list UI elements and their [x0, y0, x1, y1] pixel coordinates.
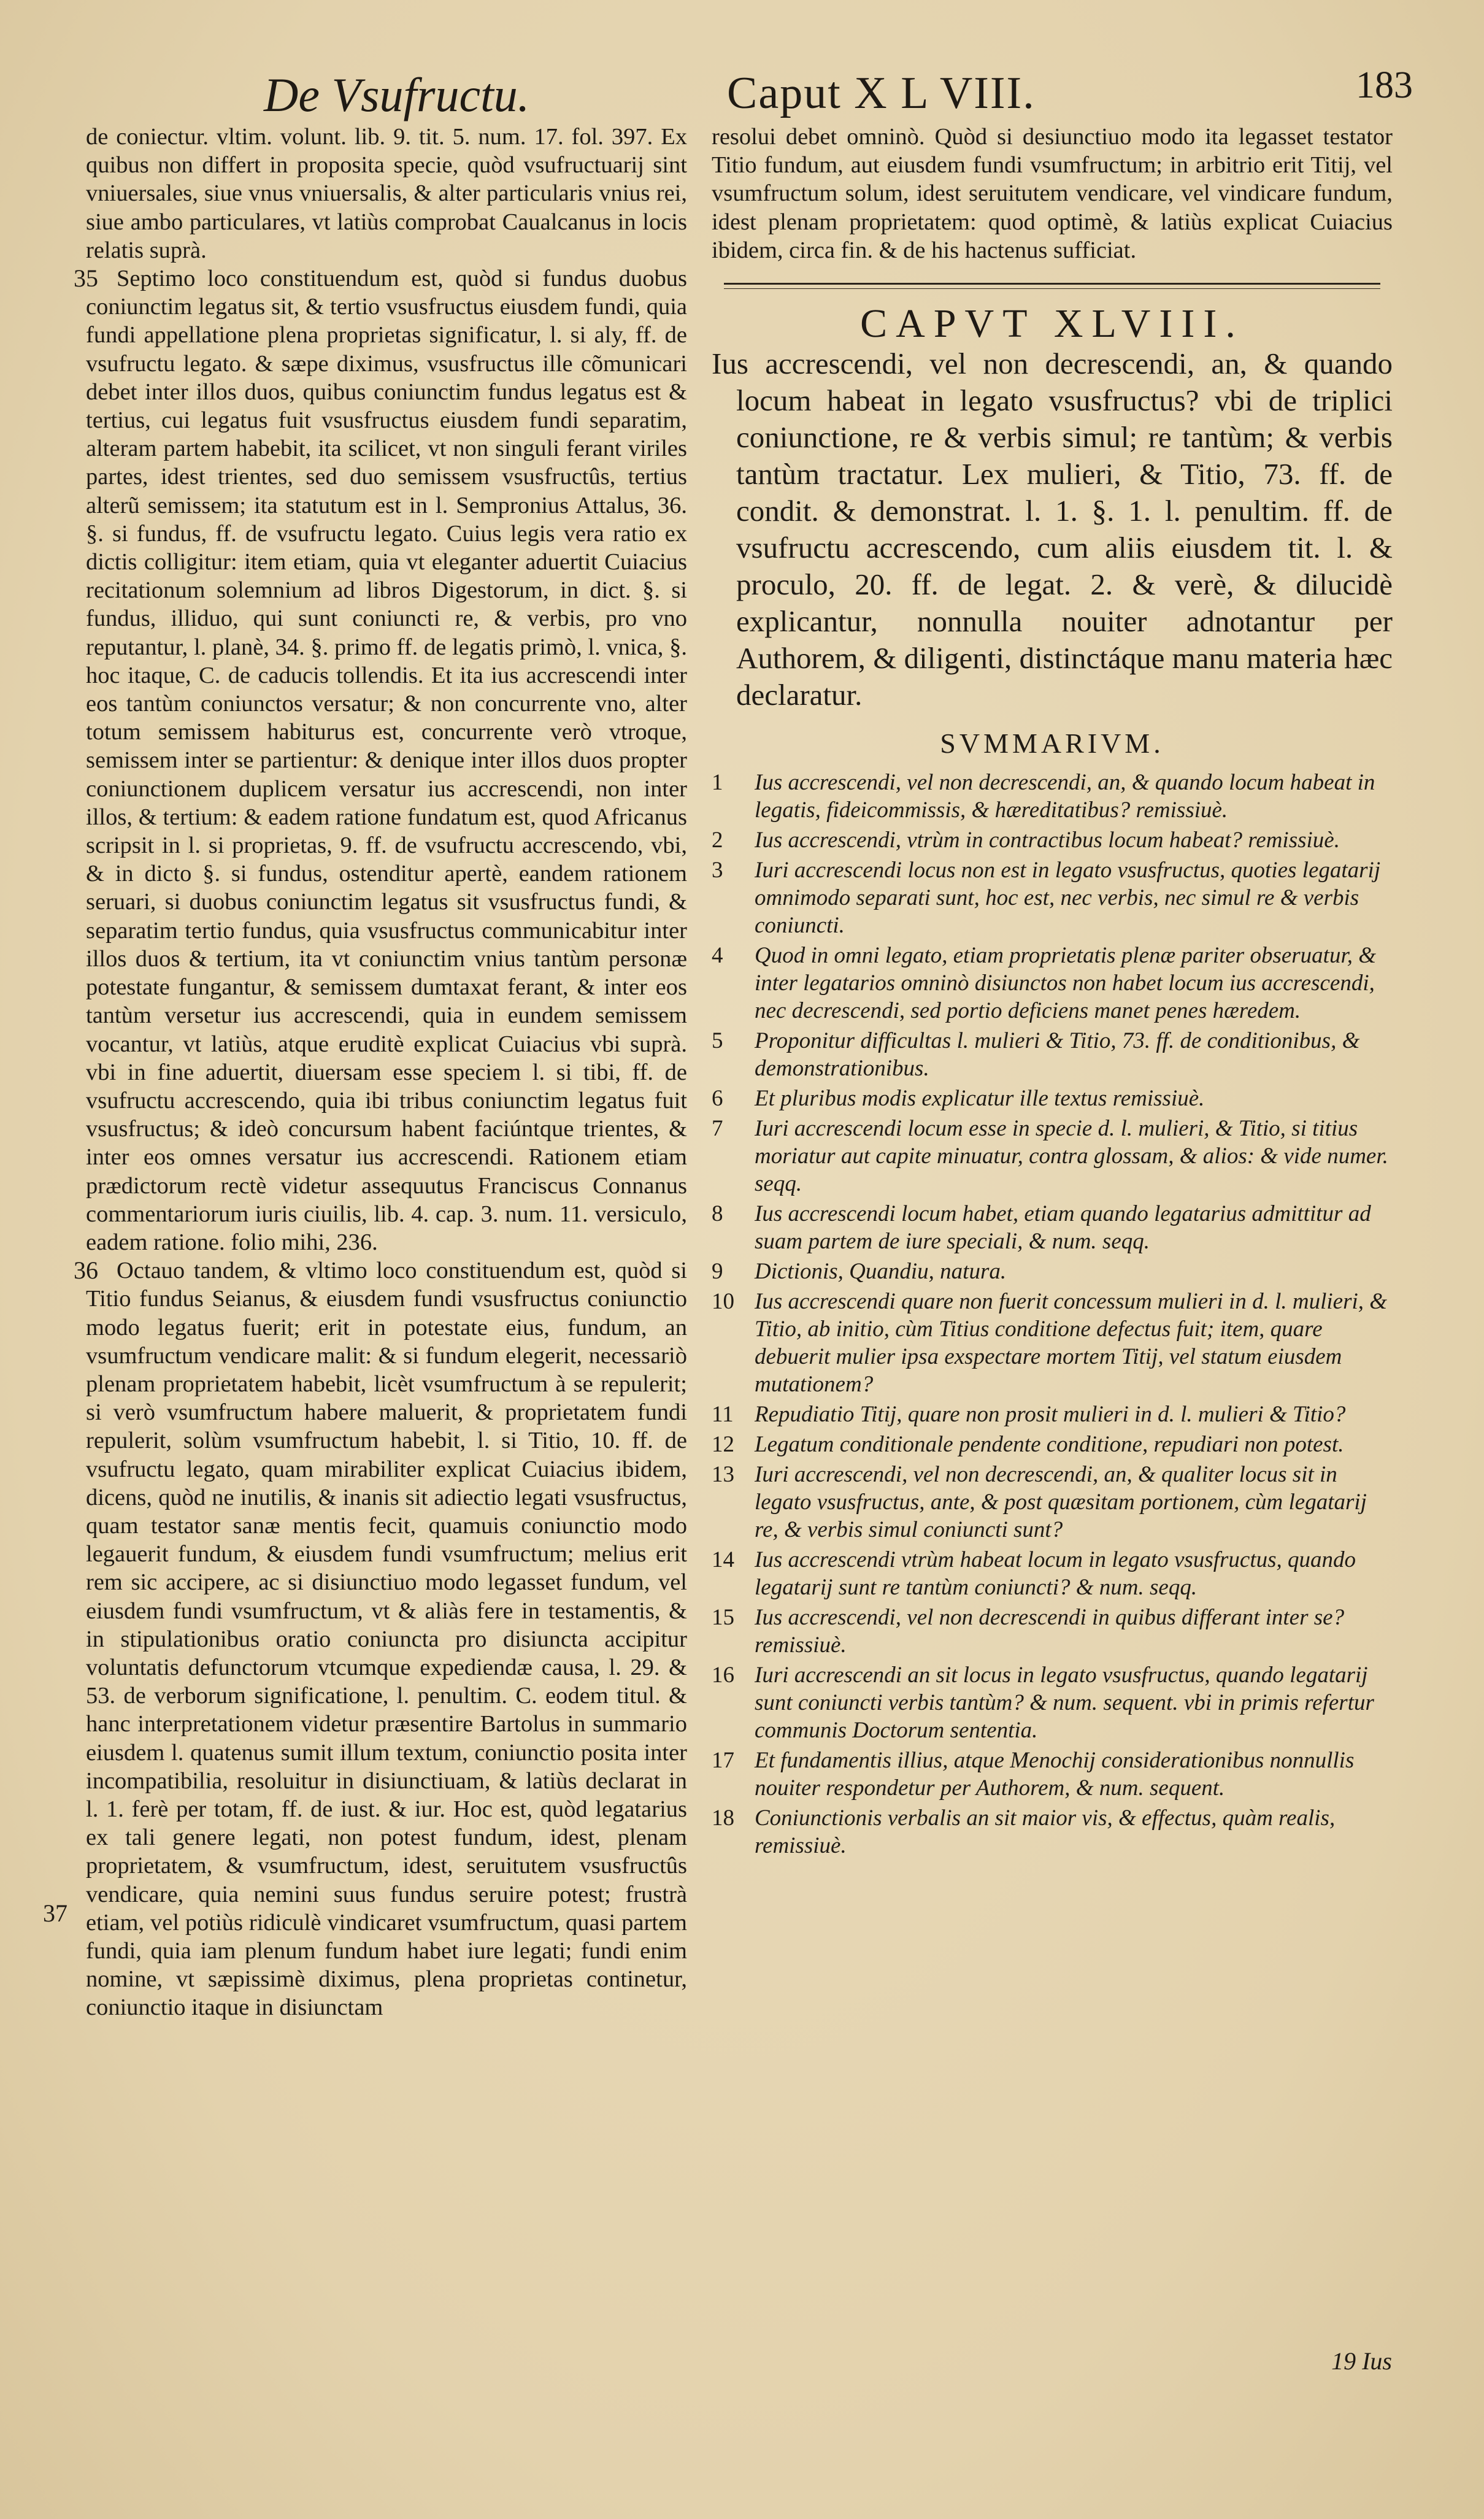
summarium-heading: SVMMARIVM.	[940, 728, 1164, 760]
item-number: 16	[712, 1663, 734, 1688]
list-item	[712, 1200, 1393, 1255]
paragraph-continuation	[86, 123, 687, 264]
item-number: 1	[712, 770, 723, 796]
item-number: 10	[712, 1289, 734, 1315]
page-number: 183	[1356, 64, 1413, 106]
chapter-summary: Ius accrescendi, vel non decrescendi, an, & quando locum habeat in legato vsusfructus? vbi de triplici coniunctione, re & verbis simul; re tantùm; & verbis tantùm tractatur. Lex mulieri, & Titio, 73. ff. de condit. & demonstrat. l. 1. §. 1. l. penultim. ff. de vsufructu accrescendo, cum aliis eiusdem tit. l. & proculo, 20. ff. de legat. 2. & verè, & dilucidè explicantur, nonnulla nouiter adnotantur per Authorem, & diligenti, distinctáque manu materia hæc declaratur.	[712, 347, 1393, 712]
chapter-title: CAPVT XLVIII.	[860, 301, 1244, 347]
item-text: Ius accrescendi vtrùm habeat locum in legato vsusfructus, quando legatarij sunt re tantùm coniuncti? & num. seqq.	[755, 1547, 1356, 1601]
item-text: Coniunctionis verbalis an sit maior vis, & effectus, quàm realis, remissiuè.	[755, 1806, 1336, 1859]
item-text: Et pluribus modis explicatur ille textus remissiuè.	[755, 1086, 1205, 1112]
item-number: 2	[712, 828, 723, 853]
list-item	[712, 856, 1393, 939]
item-number: 17	[712, 1748, 734, 1774]
item-number: 9	[712, 1259, 723, 1285]
item-text: Ius accrescendi, vel non decrescendi in quibus differant inter se? remissiuè.	[755, 1605, 1345, 1658]
running-head-left: De Vsufructu.	[264, 68, 530, 121]
item-number: 5	[712, 1028, 723, 1054]
item-text: Repudiatio Titij, quare non prosit mulieri in d. l. mulieri & Titio?	[755, 1402, 1346, 1428]
item-number: 12	[712, 1432, 734, 1458]
list-item	[712, 1085, 1393, 1112]
item-number: 18	[712, 1806, 734, 1831]
item-text: Quod in omni legato, etiam proprietatis plenæ pariter obseruatur, & inter legatarios omninò disiunctos non habet locum ius accrescendi, nec decrescendi, sed portio deficiens manet penes hæredem.	[755, 943, 1377, 1024]
item-text: Et fundamentis illius, atque Menochij considerationibus nonnullis nouiter respondetur per Authorem, & num. sequent.	[755, 1748, 1355, 1801]
catchword: 19 Ius	[1331, 2347, 1392, 2375]
item-number: 6	[712, 1086, 723, 1112]
item-number: 14	[712, 1547, 734, 1573]
paragraph-text: Septimo loco constituendum est, quòd si fundus duobus coniunctim legatus sit, & tertio vsusfructus eiusdem fundi, quia fundi appellatione plena proprietas significatur, l. si aly, ff. de vsufructu legato. & sæpe diximus, vsusfructus ille cõmunicari debet inter illos duos, quibus coniunctim fundus legatus est & tertius, cui legatus fuit vsusfructus eiusdem fundi separatim, alteram partem habebit, ita scilicet, vt non singuli ferant viriles partes, idest trientes, sed duo semissem vsusfructûs, tertius alterũ semissem; ita statutum est in l. Sempronius Attalus, 36. §. si fundus, ff. de vsufructu legato. Cuius legis vera ratio ex dictis colligitur: item etiam, quia vt eleganter aduertit Cuiacius recitationum solemnium ad libros Digestorum, in dict. §. si fundus, illiduo, qui sunt coniuncti re, & verbis, pro vno reputantur, l. planè, 34. §. primo ff. de legatis primò, l. vnica, §. hoc itaque, C. de caducis tollendis. Et ita ius accrescendi inter eos tantùm coniunctos versatur; & non concurrente vno, alter totum semissem habiturus est, concurrente verò vtroque, semissem inter se partientur: & denique inter illos duos propter coniunctionem duplicem versatur ius accrescendi, non inter illos, & tertium: & eadem ratione fundatum est, quod Africanus scripsit in l. si proprietas, 9. ff. de vsufructu accrescendo, vbi, & in dicto §. si fundus, ostenditur apertè, eandem rationem seruari, si duobus coniunctim legatus sit vsusfructus fundi, & separatim tertio fundus, quia vsusfructus communicabitur inter illos duos & tertium, ita vt coniunctim vnius tantùm personæ potestate fungantur, & semissem dumtaxat ferant, & inter eos tantùm versetur ius accrescendi, quia in eundem semissem vocantur, vt latiùs, atque eruditè explicat Cuiacius vbi suprà. vbi in fine aduertit, diuersam esse speciem l. si tibi, ff. de vsufructu accrescendo, quia ibi tribus coniunctim legatus fuit vsusfructus; & ideò concursum habent faciúntque trientes, & inter eos omnes versatur ius accrescendi. Rationem etiam prædictorum rectè videtur assequutus Franciscus Connanus commentariorum iuris ciuilis, lib. 4. cap. 3. num. 11. versiculo, eadem ratione. folio mihi, 236.	[86, 266, 687, 1255]
list-item	[712, 1546, 1393, 1601]
list-item	[712, 769, 1393, 824]
item-text: Iuri accrescendi an sit locus in legato vsusfructus, quando legatarij sunt coniuncti verbis tantùm? & num. sequent. vbi in primis refertur communis Doctorum sententia.	[755, 1663, 1374, 1744]
list-item	[712, 1027, 1393, 1082]
divider-rule	[724, 283, 1380, 289]
paragraph-number: 36	[74, 1256, 98, 1285]
item-number: 8	[712, 1201, 723, 1227]
item-number: 15	[712, 1605, 734, 1631]
list-item	[712, 1258, 1393, 1285]
summarium-list	[712, 769, 1393, 1859]
list-item	[712, 1115, 1393, 1198]
paragraph-text: de coniectur. vltim. volunt. lib. 9. tit. 5. num. 17. fol. 397. Ex quibus non differt in proposita specie, quòd vsufructuarij sint vniuersales, siue vnus vniuersalis, & alter particularis vnius rei, siue ambo particulares, vt latiùs comprobat Caualcanus in locis relatis suprà.	[86, 124, 687, 263]
running-head-right: Caput X L VIII.	[727, 68, 1036, 118]
item-text: Iuri accrescendi locum esse in specie d. l. mulieri, & Titio, si titius moriatur aut capite minuatur, contra glossam, & alios: & vide numer. seqq.	[755, 1116, 1388, 1197]
item-number: 3	[712, 858, 723, 883]
list-item	[712, 1401, 1393, 1428]
paragraph-continuation-right: resolui debet omninò. Quòd si desiunctiuo modo ita legasset testator Titio fundum, aut eiusdem fundi vsumfructum; in arbitrio erit Titij, vel vsumfructum solum, idest seruitutem vendicare, vel vindicare fundum, idest plenam proprietatem: quod optimè, & latiùs explicat Cuiacius ibidem, circa fin. & de his hactenus sufficiat.	[712, 124, 1393, 263]
item-text: Iuri accrescendi locus non est in legato vsusfructus, quoties legatarij omnimodo separati sunt, hoc est, nec verbis, nec simul re & verbis coniuncti.	[755, 858, 1381, 939]
item-number: 13	[712, 1462, 734, 1488]
item-text: Proponitur difficultas l. mulieri & Titio, 73. ff. de conditionibus, & demonstrationibus.	[755, 1028, 1360, 1082]
item-text: Dictionis, Quandiu, natura.	[755, 1259, 1007, 1285]
list-item	[712, 1288, 1393, 1398]
item-text: Iuri accrescendi, vel non decrescendi, an, & qualiter locus sit in legato vsusfructus, ante, & post quæsitam portionem, cùm legatarij re, & verbis simul coniuncti sunt?	[755, 1462, 1367, 1543]
list-item	[712, 1604, 1393, 1659]
item-text: Legatum conditionale pendente conditione, repudiari non potest.	[755, 1432, 1344, 1458]
item-number: 4	[712, 943, 723, 969]
item-number: 11	[712, 1402, 734, 1428]
left-column	[74, 123, 687, 2022]
paragraph-text: Octauo tandem, & vltimo loco constituendum est, quòd si Titio fundus Seianus, & eiusdem fundi vsusfructus coniunctio modo legatus fuerit; erit in potestate eius, fundum, an vsumfructum vendicare malit: & si fundum elegerit, necessariò plenam proprietatem habebit, licèt vsumfructum à se repulerit; si verò vsumfructum habere maluerit, & proprietatem fundi repulerit, solùm vsumfructum habebit, l. si Titio, 10. ff. de vsufructu legato, quam mirabiliter explicat Cuiacius ibidem, dicens, quòd ne inutilis, & inanis sit adiectio legati vsusfructus, quam testator sanæ mentis fecit, quamuis coniunctio modo legauerit fundum, & eiusdem fundi vsumfructum; melius erit rem sic accipere, ac si disiunctiuo modo legasset fundum, vel eiusdem fundi vsumfructum, vt & aliàs fere in testamentis, & in stipulationibus oratio coniuncta pro disiuncta accipitur voluntatis defunctorum vtcumque expediendæ causa, l. 29. & 53. de verborum significatione, l. penultim. C. eodem titul. & hanc interpretationem videtur præsentire Bartolus in summario eiusdem l. quatenus sumit illum textum, coniunctio posita inter incompatibilia, resoluitur in disiunctiuam, & latiùs declarat in l. 1. ferè per totam, ff. de iust. & iur. Hoc est, quòd legatarius ex tali genere legati, non potest fundum, idest, plenam proprietatem, & vsumfructum, idest, seruitutem vsusfructûs vendicare, quia nemini suus fundus seruire potest; frustrà etiam, vel potiùs ridiculè vindicaret vsumfructum, quasi partem fundi, quia iam plenum fundum habet iure legati; fundi enim nomine, vt sæpissimè diximus, plena proprietas continetur, coniunctio itaque in disiunctam	[86, 1258, 687, 2021]
list-item	[712, 1804, 1393, 1859]
item-number: 7	[712, 1116, 723, 1142]
list-item	[712, 1431, 1393, 1458]
list-item	[712, 942, 1393, 1025]
item-text: Ius accrescendi locum habet, etiam quando legatarius admittitur ad suam partem de iure speciali, & num. seqq.	[755, 1201, 1371, 1255]
list-item	[712, 1661, 1393, 1744]
margin-number-37: 37	[43, 1899, 67, 1927]
paragraph-36	[74, 1256, 687, 2021]
list-item	[712, 1461, 1393, 1544]
item-text: Ius accrescendi, vtrùm in contractibus locum habeat? remissiuè.	[755, 828, 1340, 853]
right-column	[712, 123, 1393, 1862]
list-item	[712, 826, 1393, 854]
item-text: Ius accrescendi quare non fuerit concessum mulieri in d. l. mulieri, & Titio, ab initio, cùm Titius conditione defectus fuit; item, quare debuerit mulier ipsa exspectare mortem Titij, vel statum eiusdem mutationem?	[755, 1289, 1388, 1398]
list-item	[712, 1747, 1393, 1802]
item-text: Ius accrescendi, vel non decrescendi, an, & quando locum habeat in legatis, fideicommissis, & hæreditatibus? remissiuè.	[755, 770, 1375, 823]
paragraph-number: 35	[74, 264, 98, 293]
paragraph-35	[74, 264, 687, 1256]
